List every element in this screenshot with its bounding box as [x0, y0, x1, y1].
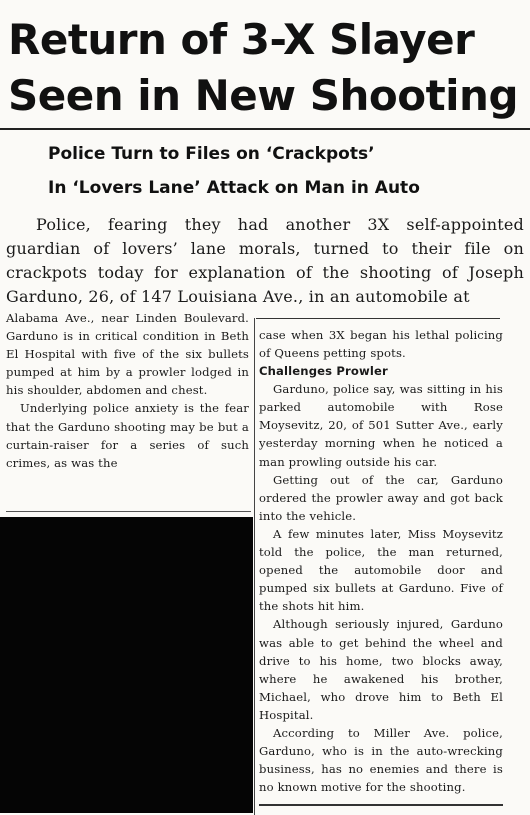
- right-paragraph-6: According to Miller Ave. police, Garduno, who is in the auto-wrecking business, has no enemies and there is no known motive for the shooting.: [259, 725, 503, 795]
- left-column: [6, 309, 249, 472]
- right-paragraph-1: case when 3X began his lethal policing of Queens petting spots.: [259, 328, 503, 361]
- right-column-top-rule: [256, 318, 500, 319]
- column-divider: [254, 318, 255, 815]
- deck-line-1: Police Turn to Files on ‘Crackpots’: [48, 144, 375, 164]
- right-paragraph-3: Getting out of the car, Garduno ordered the prowler away and got back into the vehicle.: [259, 472, 503, 523]
- article-end-rule: [259, 804, 503, 806]
- redacted-block: [0, 517, 253, 813]
- deck-line-2: In ‘Lovers Lane’ Attack on Man in Auto: [48, 178, 420, 198]
- headline-line-2: Seen in New Shooting: [8, 71, 519, 120]
- right-paragraph-5: Although seriously injured, Garduno was able to get behind the wheel and drive to his home, two blocks away, where he awakened his brother, Michael, who drove him to Beth El Hospital.: [259, 617, 503, 722]
- left-paragraph-1: Alabama Ave., near Linden Boulevard. Garduno is in critical condition in Beth El Hospital with five of the six bullets pumped at him by a prowler lodged in his shoulder, abdomen and chest.: [6, 311, 249, 398]
- headline: [8, 12, 523, 124]
- right-column: [259, 326, 503, 796]
- headline-rule: [0, 128, 530, 130]
- left-column-end-rule: [6, 511, 251, 512]
- right-paragraph-2: Garduno, police say, was sitting in his parked automobile with Rose Moysevitz, 20, of 501 Sutter Ave., early yesterday morning when he noticed a man prowling outside his car.: [259, 382, 503, 469]
- left-paragraph-2: Underlying police anxiety is the fear that the Garduno shooting may be but a curtain-raiser for a series of such crimes, as was the: [6, 401, 249, 470]
- subhead-challenges-prowler: Challenges Prowler: [259, 364, 388, 379]
- lead-paragraph: Police, fearing they had another 3X self-appointed guardian of lovers’ lane morals, turned to their file on crackpots today for explanation of the shooting of Joseph Garduno, 26, of 147 Louisiana Ave., in an automobile at: [6, 215, 524, 306]
- headline-line-1: Return of 3-X Slayer: [8, 15, 475, 64]
- right-paragraph-4: A few minutes later, Miss Moysevitz told the police, the man returned, opened the automobile door and pumped six bullets at Garduno. Five of the shots hit him.: [259, 526, 503, 614]
